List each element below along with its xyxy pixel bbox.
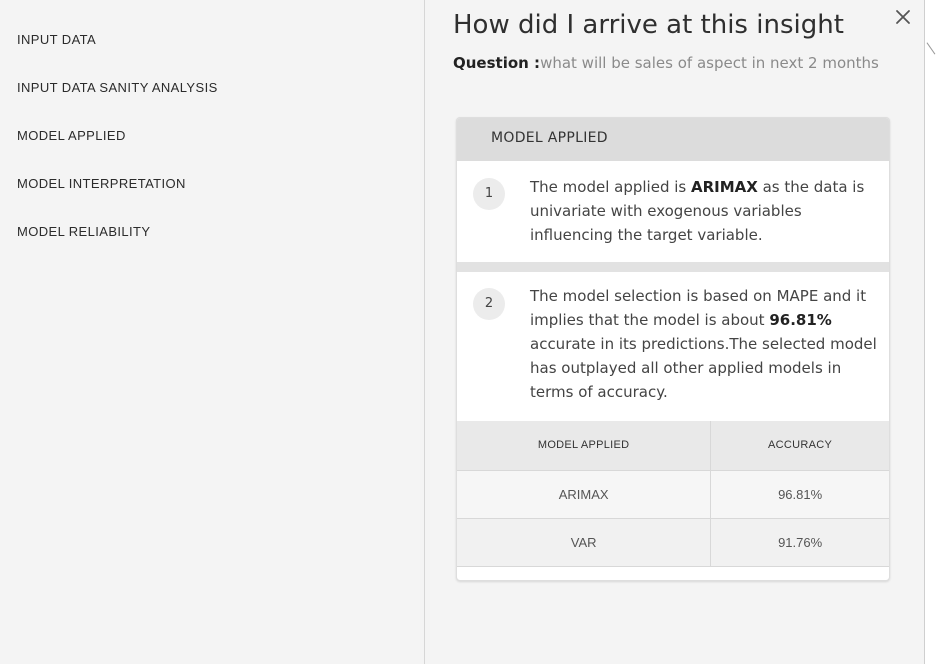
accuracy-table	[457, 421, 889, 567]
step-text	[530, 284, 880, 404]
step-text-part: The model applied is	[530, 178, 691, 196]
table-cell: VAR	[457, 518, 711, 566]
question-label: Question :	[453, 54, 541, 72]
sidebar-nav	[0, 0, 425, 664]
model-applied-card	[456, 117, 890, 581]
step-text-highlight: 96.81%	[769, 311, 832, 329]
sidebar-item-model-applied[interactable]: MODEL APPLIED	[17, 128, 126, 143]
step-number-badge: 1	[473, 178, 505, 210]
table-cell: 96.81%	[711, 470, 889, 518]
card-header	[457, 118, 890, 161]
close-icon[interactable]	[892, 6, 914, 28]
step-text-part: The model selection is based on MAPE and it implies that the model is about	[530, 287, 867, 329]
table-header-row	[457, 421, 889, 470]
step-divider	[457, 262, 890, 272]
sidebar-item-input-data-sanity-analysis[interactable]: INPUT DATA SANITY ANALYSIS	[17, 80, 218, 95]
table-row	[457, 518, 889, 566]
sidebar-item-input-data[interactable]: INPUT DATA	[17, 32, 97, 47]
step-text-highlight: ARIMAX	[690, 178, 758, 196]
sidebar-item-model-interpretation[interactable]: MODEL INTERPRETATION	[17, 176, 186, 191]
step-text-part: accurate in its predictions.The selected model has outplayed all other applied models in terms of accuracy.	[530, 335, 877, 401]
question-text: what will be sales of aspect in next 2 months	[540, 54, 879, 72]
column-header-model: MODEL APPLIED	[457, 421, 711, 470]
table-cell: 91.76%	[711, 518, 889, 566]
table-cell: ARIMAX	[457, 470, 711, 518]
step-text	[530, 175, 880, 247]
question-line	[453, 54, 879, 72]
card-header-title: MODEL APPLIED	[491, 130, 608, 146]
panel-title: How did I arrive at this insight	[453, 10, 844, 40]
column-header-accuracy: ACCURACY	[711, 421, 889, 470]
sidebar-item-model-reliability[interactable]: MODEL RELIABILITY	[17, 224, 151, 239]
step-text-part: as the data is univariate with exogenous variables influencing the target variable.	[530, 178, 865, 244]
step-2	[457, 272, 890, 421]
step-number-badge: 2	[473, 288, 505, 320]
table-row	[457, 470, 889, 518]
step-1	[457, 161, 890, 262]
background-page-edge	[924, 0, 936, 664]
